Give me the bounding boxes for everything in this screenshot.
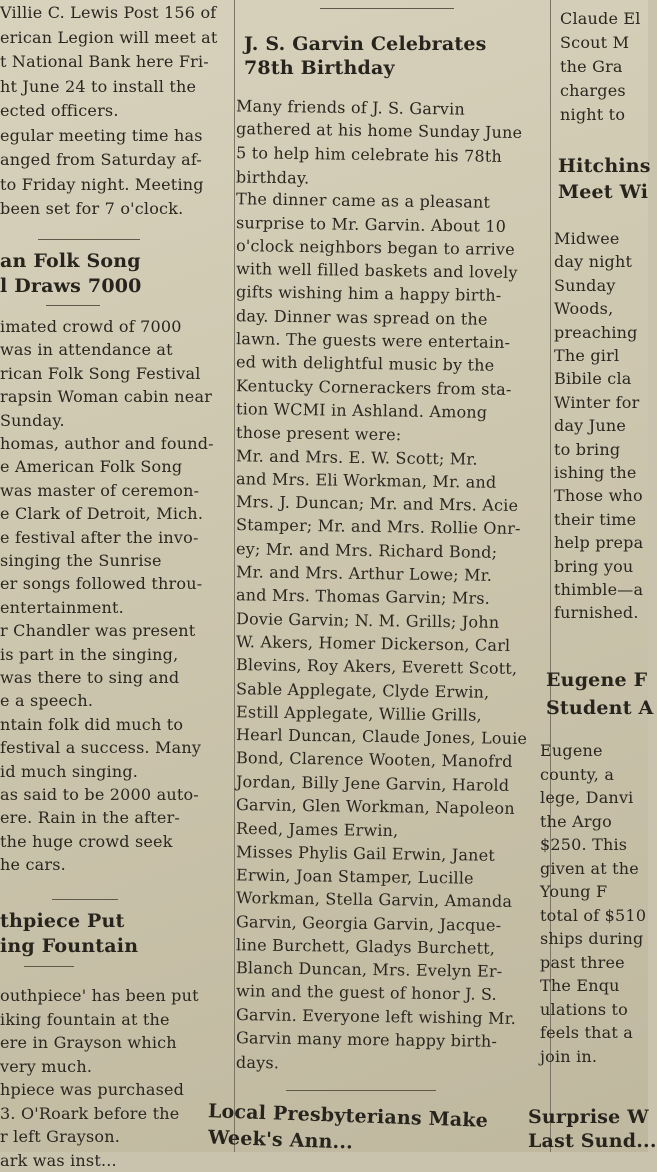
- article-line: gifts wishing him a happy birth-: [235, 282, 502, 306]
- article-line: $250. This: [540, 835, 628, 854]
- article-line: lege, Danvi: [540, 788, 634, 807]
- left-column: [0, 0, 232, 1170]
- article-line: o'clock neighbors began to arrive: [235, 235, 515, 259]
- article-line: past three: [540, 952, 625, 972]
- article-line: ere in Grayson which: [0, 1033, 177, 1052]
- article-line: e American Folk Song: [0, 457, 183, 477]
- article-line: surprise to Mr. Garvin. About 10: [235, 212, 507, 236]
- article-line: Sunday: [554, 275, 616, 295]
- article-line: was there to sing and: [0, 668, 180, 687]
- article-line: e a speech.: [0, 691, 94, 711]
- article-line: festival a success. Many: [0, 738, 202, 758]
- article-line: anged from Saturday af-: [0, 150, 203, 169]
- article-line: those present were:: [235, 423, 402, 445]
- article-line: ected officers.: [0, 101, 119, 120]
- article-line: Those who: [554, 486, 643, 506]
- article-line: e festival after the invo-: [0, 527, 199, 547]
- article-line: to Friday night. Meeting: [0, 174, 204, 194]
- article-line: Mr. and Mrs. Arthur Lowe; Mr.: [235, 562, 493, 585]
- article-line: thimble—a: [554, 580, 644, 599]
- article-line: gathered at his home Sunday June: [235, 119, 523, 143]
- article-line: Woods,: [554, 299, 614, 319]
- article-line: was master of ceremon-: [0, 480, 200, 500]
- article-line: as said to be 2000 auto-: [0, 785, 199, 804]
- article-line: t National Bank here Fri-: [0, 52, 209, 71]
- article-line: Young F: [540, 882, 608, 901]
- article-line: county, a: [540, 764, 615, 784]
- article-line: entertainment.: [0, 597, 124, 617]
- article-line: Villie C. Lewis Post 156 of: [0, 3, 217, 22]
- section-separator: [52, 899, 118, 900]
- article-line: given at the: [540, 858, 639, 878]
- article-line: the Argo: [540, 811, 612, 831]
- section-separator: [38, 239, 140, 240]
- article-line: Bond, Clarence Wooten, Manofrd: [235, 748, 513, 772]
- article-line: Garvin many more happy birth-: [235, 1028, 498, 1051]
- headline-rule: [46, 305, 100, 306]
- article-line: been set for 7 o'clock.: [0, 199, 184, 218]
- headline-rule: [24, 966, 74, 967]
- article-line: preaching: [554, 322, 638, 342]
- article-line: Dovie Garvin; N. M. Grills; John: [235, 608, 500, 632]
- article-line: Erwin, Joan Stamper, Lucille: [235, 865, 474, 888]
- headline: Local Presbyterians Make: [207, 1100, 489, 1132]
- article-line: Misses Phylis Gail Erwin, Janet: [235, 841, 496, 865]
- article-line: outhpiece' has been put: [0, 986, 199, 1005]
- article-line: he cars.: [0, 855, 66, 875]
- article-line: erican Legion will meet at: [0, 27, 218, 47]
- headline: Surprise W: [528, 1106, 649, 1128]
- column-rule-left: [234, 0, 235, 1152]
- article-line: The dinner came as a pleasant: [235, 189, 491, 212]
- section-separator: [286, 1090, 436, 1091]
- article-line: The Enqu: [540, 976, 620, 995]
- article-line: Winter for: [554, 392, 640, 412]
- middle-column: [207, 0, 548, 1154]
- article-line: r Chandler was present: [0, 621, 196, 641]
- article-line: iking fountain at the: [0, 1009, 170, 1029]
- headline: Hitchins: [558, 155, 651, 177]
- article-line: Reed, James Erwin,: [235, 819, 399, 841]
- headline: Meet Wi: [558, 181, 649, 203]
- headline: an Folk Song: [0, 250, 141, 272]
- right-column: [528, 0, 657, 1152]
- article-line: Garvin, Glen Workman, Napoleon: [235, 795, 515, 818]
- headline: Student A: [546, 697, 654, 719]
- headline: Last Sund...: [528, 1130, 657, 1152]
- article-line: Scout M: [560, 33, 630, 52]
- article-line: Blanch Duncan, Mrs. Evelyn Er-: [235, 958, 503, 981]
- article-line: r left Grayson.: [0, 1127, 120, 1146]
- article-line: day. Dinner was spread on the: [235, 305, 488, 329]
- article-line: id much singing.: [0, 761, 139, 781]
- headline: 78th Birthday: [244, 57, 395, 79]
- article-line: W. Akers, Homer Dickerson, Carl: [235, 631, 511, 655]
- article-line: charges: [560, 81, 626, 100]
- headline: Week's Ann...: [207, 1126, 354, 1154]
- article-line: Midwee: [554, 229, 620, 248]
- article-line: Hearl Duncan, Claude Jones, Louie: [235, 725, 528, 749]
- article-line: ed with delightful music by the: [235, 352, 495, 376]
- article-line: ere. Rain in the after-: [0, 808, 181, 828]
- article-line: Kentucky Cornerackers from sta-: [235, 375, 512, 399]
- article-line: hpiece was purchased: [0, 1080, 185, 1099]
- article-line: rapsin Woman cabin near: [0, 387, 213, 407]
- article-line: egular meeting time has: [0, 125, 203, 145]
- article-line: Blevins, Roy Akers, Everett Scott,: [235, 655, 518, 679]
- article-line: Mr. and Mrs. E. W. Scott; Mr.: [235, 445, 478, 469]
- headline: thpiece Put: [0, 910, 125, 932]
- article-line: to bring: [554, 439, 621, 459]
- article-line: their time: [554, 509, 637, 529]
- article-line: was in attendance at: [0, 340, 173, 360]
- article-line: join in.: [540, 1046, 598, 1066]
- article-line: Garvin, Georgia Garvin, Jacque-: [235, 911, 502, 935]
- article-line: 5 to help him celebrate his 78th: [235, 142, 503, 166]
- article-line: Estill Applegate, Willie Grills,: [235, 702, 483, 725]
- article-line: imated crowd of 7000: [0, 317, 182, 336]
- article-line: and Mrs. Eli Workman, Mr. and: [235, 468, 497, 492]
- article-line: ht June 24 to install the: [0, 76, 197, 96]
- headline: l Draws 7000: [0, 275, 142, 297]
- article-line: total of $510: [540, 905, 647, 925]
- article-line: e Clark of Detroit, Mich.: [0, 504, 204, 524]
- article-line: Many friends of J. S. Garvin: [235, 96, 466, 119]
- article-line: er songs followed throu-: [0, 574, 203, 594]
- article-line: Bibile cla: [554, 369, 632, 389]
- article-line: ships during: [540, 929, 644, 948]
- article-line: night to: [560, 105, 626, 124]
- article-line: The girl: [554, 346, 620, 365]
- article-line: the Gra: [560, 57, 623, 76]
- article-line: homas, author and found-: [0, 434, 214, 453]
- article-line: feels that a: [540, 1023, 634, 1042]
- article-line: very much.: [0, 1056, 93, 1076]
- headline: J. S. Garvin Celebrates: [244, 33, 487, 55]
- article-line: Claude El: [560, 9, 641, 28]
- article-line: and Mrs. Thomas Garvin; Mrs.: [235, 585, 491, 609]
- article-line: help prepa: [554, 533, 644, 553]
- headline: Eugene F: [546, 669, 648, 691]
- article-line: 3. O'Roark before the: [0, 1103, 180, 1123]
- article-line: rican Folk Song Festival: [0, 363, 201, 383]
- article-line: birthday.: [235, 167, 310, 188]
- article-line: is part in the singing,: [0, 644, 179, 664]
- article-line: day June: [554, 416, 626, 436]
- article-line: ey; Mr. and Mrs. Richard Bond;: [235, 538, 498, 562]
- article-line: win and the guest of honor J. S.: [235, 981, 498, 1005]
- article-line: Sunday.: [0, 410, 65, 430]
- article-line: Sable Applegate, Clyde Erwin,: [235, 678, 490, 702]
- article-line: Jordan, Billy Jene Garvin, Harold: [235, 771, 510, 795]
- article-line: lawn. The guests were entertain-: [235, 329, 511, 352]
- article-line: ntain folk did much to: [0, 714, 184, 734]
- section-separator: [320, 8, 454, 9]
- article-line: singing the Sunrise: [0, 551, 162, 570]
- article-line: Mrs. J. Duncan; Mr. and Mrs. Acie: [235, 492, 519, 516]
- headline: ing Fountain: [0, 935, 139, 957]
- article-line: Stamper; Mr. and Mrs. Rollie Onr-: [235, 515, 521, 539]
- article-line: the huge crowd seek: [0, 831, 173, 851]
- article-line: Workman, Stella Garvin, Amanda: [235, 888, 513, 912]
- article-line: furnished.: [554, 603, 639, 623]
- article-line: ulations to: [540, 999, 629, 1019]
- article-line: tion WCMI in Ashland. Among: [235, 399, 488, 422]
- article-line: ishing the: [554, 463, 637, 482]
- article-line: line Burchett, Gladys Burchett,: [235, 934, 496, 958]
- article-line: with well filled baskets and lovely: [235, 259, 518, 283]
- article-line: days.: [235, 1052, 280, 1073]
- article-line: bring you: [554, 556, 634, 576]
- article-line: Garvin. Everyone left wishing Mr.: [235, 1004, 517, 1028]
- article-line: Eugene: [540, 741, 603, 760]
- article-line: ark was inst...: [0, 1150, 117, 1170]
- article-line: day night: [554, 252, 633, 272]
